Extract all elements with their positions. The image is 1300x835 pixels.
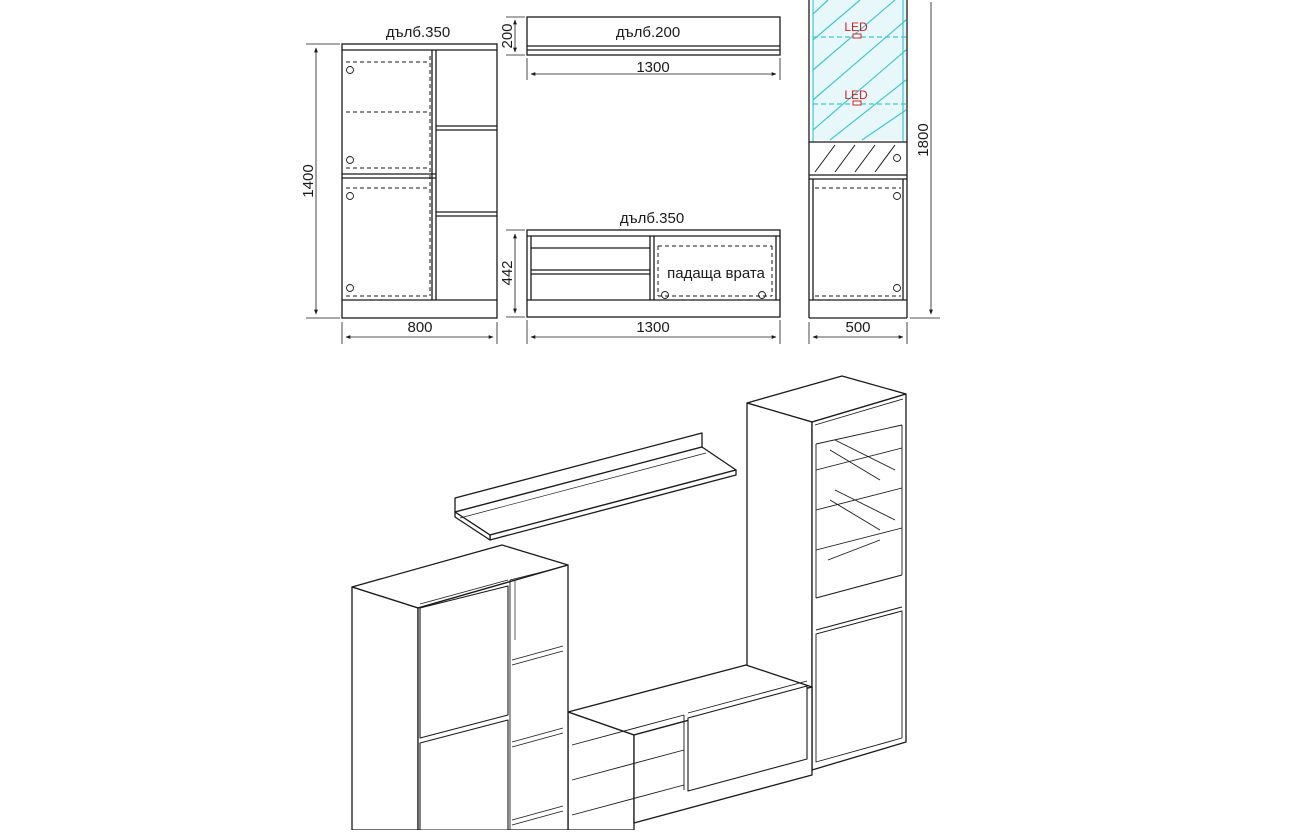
led-mid-label: LED	[844, 88, 868, 102]
led-top-label: LED	[844, 20, 868, 34]
tall-cabinet-height-label: 1800	[915, 123, 932, 157]
isometric-view	[352, 376, 906, 830]
left-cabinet-outline	[342, 44, 497, 318]
left-cabinet-depth-label: дълб.350	[385, 24, 451, 41]
iso-left-cabinet	[352, 545, 568, 830]
left-cabinet-front-view	[342, 44, 497, 318]
tall-cabinet-front-view	[809, 0, 907, 318]
iso-tv-unit	[568, 665, 812, 830]
tv-unit-height-label: 442	[499, 260, 516, 286]
tv-unit-door-label: падаща врата	[667, 265, 765, 282]
left-cabinet-dimensions	[306, 44, 497, 344]
left-cabinet-width-label: 800	[407, 319, 433, 336]
iso-wall-shelf	[455, 433, 736, 540]
tall-cabinet-width-label: 500	[845, 319, 871, 336]
tv-unit-depth-label: дълб.350	[619, 210, 685, 227]
wall-shelf-height-label: 200	[499, 23, 516, 49]
tv-unit-width-label: 1300	[636, 319, 670, 336]
wall-shelf-depth-label: дълб.200	[615, 24, 681, 41]
wall-shelf-width-label: 1300	[636, 59, 670, 76]
tall-cabinet-hatched-drawer	[815, 145, 895, 172]
left-cabinet-height-label: 1400	[300, 164, 317, 198]
led-strip-top-icon	[853, 34, 861, 38]
